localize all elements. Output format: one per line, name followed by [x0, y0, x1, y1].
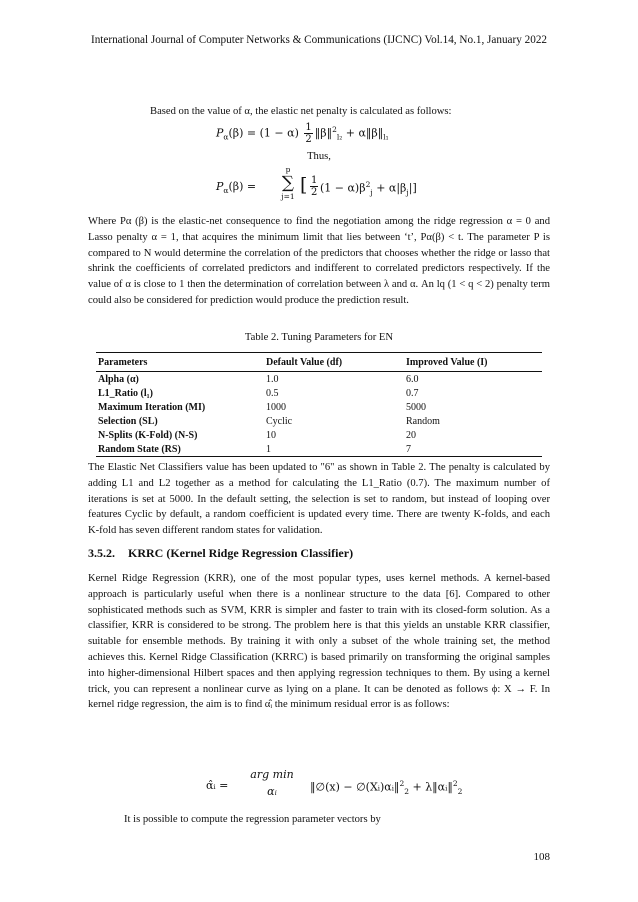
column-header: Parameters — [96, 353, 264, 372]
column-header: Default Value (df) — [264, 353, 404, 372]
table-row — [96, 386, 542, 400]
eq3-lhs: α̂ᵢ = — [206, 779, 229, 792]
table-row — [96, 372, 542, 387]
table-row — [96, 414, 542, 428]
eq1-fraction — [304, 122, 312, 145]
eq2-fraction — [310, 175, 318, 198]
table-cell: 10 — [266, 429, 276, 441]
thus-text: Thus, — [307, 151, 331, 162]
eq3-reg-sub: 2 — [457, 786, 463, 796]
eq3-body-sub: 2 — [404, 786, 409, 796]
eq3-body-sup: 2 — [399, 779, 405, 788]
table-row — [96, 400, 542, 414]
section-heading — [88, 546, 353, 561]
intro-text: Based on the value of α, the elastic net penalty is calculated as follows: — [150, 106, 452, 117]
eq1-norm1-sub: l₁ — [383, 132, 389, 142]
journal-header: International Journal of Computer Networks & Communications (IJCNC) Vol.14, No.1, January 2022 — [90, 34, 548, 46]
table-cell: 1 — [264, 442, 404, 457]
eq1-norm2-sup: 2 — [332, 124, 337, 134]
paragraph-elastic-net-results: The Elastic Net Classifiers value has been updated to "6" as shown in Table 2. The penalty is calculated by adding L1 and L2 together as a method for calculating the L1_Ratio (0.7). The maximum number of iterations is set at 5000. In the default setting, the selection is set to random, but instead of looping over features Cyclic by default, a random coefficient is updated every time. There are twenty K-folds, and each K-fold has seven different random states for validation. — [88, 462, 550, 537]
eq3-argmin: arg min — [250, 768, 294, 781]
table-cell: 1000 — [266, 401, 286, 413]
eq3-reg: + λ‖αᵢ‖ — [409, 780, 453, 794]
tuning-parameters-table — [96, 352, 542, 457]
table-header-row — [96, 353, 542, 372]
eq2-sum-bottom: j=1 — [281, 192, 295, 201]
equation-elastic-net-penalty — [216, 122, 389, 145]
table-cell: 6.0 — [406, 373, 419, 385]
table-cell: 7 — [404, 442, 542, 457]
eq1-norm2: ‖β‖ — [314, 126, 333, 140]
eq2-arg: (β) = — [228, 180, 257, 193]
eq2-frac-den: 2 — [311, 187, 318, 198]
eq1-frac-den: 2 — [305, 134, 312, 145]
column-header: Improved Value (I) — [404, 353, 542, 372]
eq2-bracket-open: [ — [300, 174, 308, 196]
eq2-bracket-close: |] — [408, 181, 417, 195]
eq1-arg: (β) = (1 − α) — [228, 126, 299, 140]
eq2-lhs: P — [216, 180, 224, 193]
eq2-sum-symbol: ∑ — [281, 173, 295, 193]
table-cell: Maximum Iteration (MI) — [98, 401, 206, 413]
section-title: KRRC (Kernel Ridge Regression Classifier) — [128, 546, 354, 560]
eq3-body: ‖∅(x) − ∅(Xᵢ)αᵢ‖ — [310, 780, 400, 794]
table-row — [96, 428, 542, 442]
table-cell: 1.0 — [266, 373, 279, 385]
table-cell: Cyclic — [266, 415, 293, 427]
eq2-term-sup: 2 — [365, 180, 371, 189]
eq2-term: (1 − α)β — [320, 181, 366, 195]
table-cell: 0.5 — [266, 387, 279, 399]
eq2-sum-top: p — [285, 165, 291, 174]
eq1-frac-num: 1 — [305, 122, 312, 133]
table-row — [96, 442, 542, 457]
table-cell: 0.7 — [406, 387, 419, 399]
eq3-argmin-sub: αᵢ — [267, 785, 277, 798]
table-caption: Table 2. Tuning Parameters for EN — [244, 332, 394, 343]
eq1-plus: + α‖β‖ — [342, 126, 384, 140]
eq1-norm2-sub: l₂ — [336, 132, 343, 142]
paragraph-regression-vectors: It is possible to compute the regression parameter vectors by — [124, 814, 381, 825]
eq1-lhs-sub: α — [223, 132, 229, 142]
eq2-lhs-sub: α — [223, 186, 229, 196]
table-cell: Random — [406, 415, 440, 427]
eq2-abs-sub: j — [406, 187, 409, 197]
table-cell: L1_Ratio (l₁) — [98, 387, 153, 399]
paragraph-krr-description: Kernel Ridge Regression (KRR), one of the most popular types, uses kernel methods. A kernel-based approach is particularly useful when there is a nonlinear structure to the data [6]. Compared to other sophisticated methods such as SVM, KRR is simpler and faster to train with its closed-form solution. As a classifier, KRR is considered to be strong. The problem here is that this yields an unstable KRR classifier, suitable for ensemble methods. By training it with only a subset of the whole training set, the method achieves this. Kernel Ridge Classification (KRRC) is based primarily on transforming the original samples into higher-dimensional Hilbert spaces and then applying regression techniques to them. By using a kernel trick, you can represent a nonlinear curve as lying on a plane. It can be denoted as follows ϕ: X → F. In kernel ridge regression, the aim is to find α̂ᵢ the minimum residual error is as follows: — [88, 573, 550, 711]
page-number: 108 — [533, 851, 550, 863]
eq1-lhs: P — [216, 126, 224, 140]
eq2-term-sub: j — [370, 187, 373, 197]
eq2-plus: + α|β — [372, 181, 407, 195]
table-cell: 20 — [406, 429, 416, 441]
paragraph-elastic-net-explanation: Where Pα (β) is the elastic-net consequence to find the negotiation among the ridge regression α = 0 and Lasso penalty α = 1, that acquires the minimum limit that lies between ‘t’, Pα(β) < t. The parameter P is compared to N would determine the correlation of the predictors that chooses whether the ridge or lasso that shrink the coefficients of correlated predictors and indifferent to correlated predictors respectively. If the value of α is close to 1 then the determination of correlation between λ and α. An lq (1 < q < 2) penalty term could also be considered for prediction would produce the prediction result. — [88, 216, 550, 306]
eq2-frac-num: 1 — [311, 175, 318, 186]
table-cell: Selection (SL) — [98, 415, 158, 427]
table-cell: N-Splits (K-Fold) (N-S) — [98, 429, 198, 441]
eq3-reg-sup: 2 — [452, 779, 458, 788]
table-cell: Alpha (α) — [98, 373, 139, 385]
table-cell: 5000 — [406, 401, 426, 413]
table-cell: Random State (RS) — [96, 442, 264, 457]
section-number: 3.5.2. — [88, 546, 115, 560]
